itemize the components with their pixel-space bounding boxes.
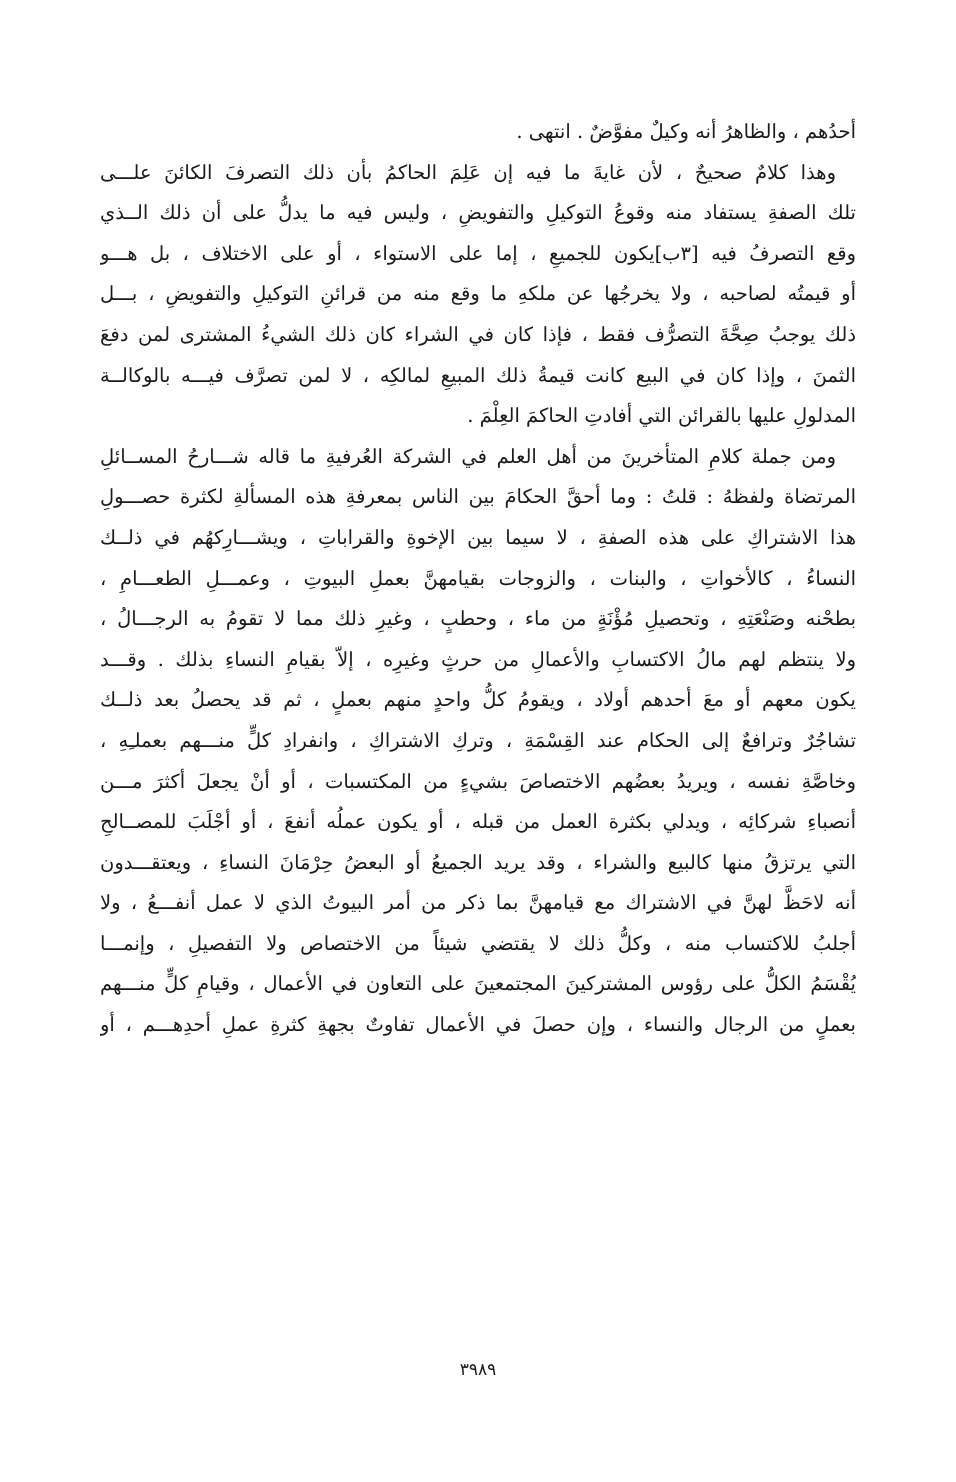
text-line: ومن جملة كلامِ المتأخرينَ من أهل العلم في الشركة العُرفيةِ ما قاله شـــارحُ المســائلِ (100, 444, 836, 468)
text-line: وهذا كلامٌ صحيحٌ ، لأن غايةَ ما فيه إن عَلِمَ الحاكمُ بأن ذلك التصرفَ الكائنَ علـــى (100, 160, 836, 184)
text-line: الثمنَ ، وإذا كان في البيع كانت قيمةُ ذلك المبيعِ لمالكِه ، لا لمن تصرَّف فيـــه بالوكالــة (100, 363, 856, 387)
text-line: بطحْنه وصَنْعَتِهِ ، وتحصيلِ مُؤْنَةٍ من ماء ، وحطبٍ ، وغيرِ ذلك مما لا تقومُ به الرجـــالُ ، (100, 607, 856, 631)
text-line: تلك الصفةِ يستفاد منه وقوعُ التوكيلِ والتفويضِ ، وليس فيه ما يدلُّ على أن ذلك الــذي (100, 201, 856, 225)
text-line: أحدُهم ، والظاهرُ أنه وكيلٌ مفوَّضٌ . انتهى . (516, 120, 856, 143)
text-line: وقع التصرفُ فيه [٣ب]يكون للجميعِ ، إما على الاستواء ، أو على الاختلاف ، بل هـــو (100, 241, 856, 265)
text-line: أو قيمتُه لصاحبه ، ولا يخرجُها عن ملكهِ ما وقع منه من قرائنِ التوكيلِ والتفويضِ ، بـــل (100, 282, 856, 306)
text-line: أجلبُ للاكتساب منه ، وكلُّ ذلك لا يقتضي شيئاً من الاختصاص ولا التفصيلِ ، وإنمـــا (100, 931, 856, 955)
text-line: أنصباءِ شركائِه ، ويدلي بكثرة العمل من قبله ، أو يكون عملُه أنفعَ ، أو أجْلَبَ للمصــالحِ (100, 810, 856, 834)
text-line: يكون معهم أو معَ أحدهم أولاد ، ويقومُ كلُّ واحدٍ منهم بعملٍ ، ثم قد يحصلُ بعد ذلــك (100, 688, 856, 712)
text-line: المرتضاة ولفظهُ : قلتُ : وما أحقَّ الحكامَ بين الناس بمعرفةِ هذه المسألةِ لكثرة حصـــولِ (100, 485, 856, 509)
text-line: تشاجُرٌ وترافعٌ إلى الحكام عند القِسْمَةِ ، وتركِ الاشتراكِ ، وانفرادِ كلٍّ منـــهم بعملـِهِ ، (100, 728, 856, 752)
text-line: ولا ينتظم لهم مالُ الاكتسابِ والأعمالِ من حرثٍ وغيرِه ، إلاّ بقيامِ النساءِ بذلك . وقـــد (100, 647, 856, 671)
page-number: ٣٩٨٩ (459, 1360, 497, 1380)
text-line: أنه لاحَظَّ لهنَّ في الاشتراك مع قيامهنَّ بما ذكر من أمر البيوتُ الذي لا عمل أنفـــعُ ، ولا (100, 891, 856, 915)
text-line: النساءُ ، كالأخواتِ ، والبنات ، والزوجات بقيامهنَّ بعملِ البيوتِ ، وعمـــلِ الطعـــامِ ، (100, 566, 856, 590)
text-line: التي يرتزقُ منها كالبيع والشراء ، وقد يريد الجميعُ أو البعضُ حِرْمَانَ النساءِ ، ويعتقـــدون (100, 850, 856, 874)
text-line: يُقْسَمُ الكلُّ على رؤوس المشتركينَ المجتمعينَ على التعاون في الأعمال ، وقيامِ كلٍّ منـــهم (100, 972, 856, 996)
text-line: بعملٍ من الرجال والنساء ، وإن حصلَ في الأعمال تفاوتٌ بجهةِ كثرةِ عملِ أحدِهـــم ، أو (100, 1013, 856, 1037)
text-line: المدلولِ عليها بالقرائن التي أفادتِ الحاكمَ العِلْمَ . (467, 404, 856, 428)
text-line: ذلك يوجبُ صِحَّةَ التصرُّف فقط ، فإذا كان في الشراء كان ذلك الشيءُ المشترى لمن دفعَ (100, 322, 856, 346)
body-text (100, 112, 856, 1046)
text-line: هذا الاشتراكِ على هذه الصفةِ ، لا سيما بين الإخوةِ والقراباتِ ، ويشـــارِكهُم في ذلــك (100, 525, 856, 549)
text-line: وخاصَّةِ نفسه ، ويريدُ بعضُهم الاختصاصَ بشيءٍ من المكتسبات ، أو أنْ يجعلَ أكثرَ مـــن (100, 769, 856, 793)
